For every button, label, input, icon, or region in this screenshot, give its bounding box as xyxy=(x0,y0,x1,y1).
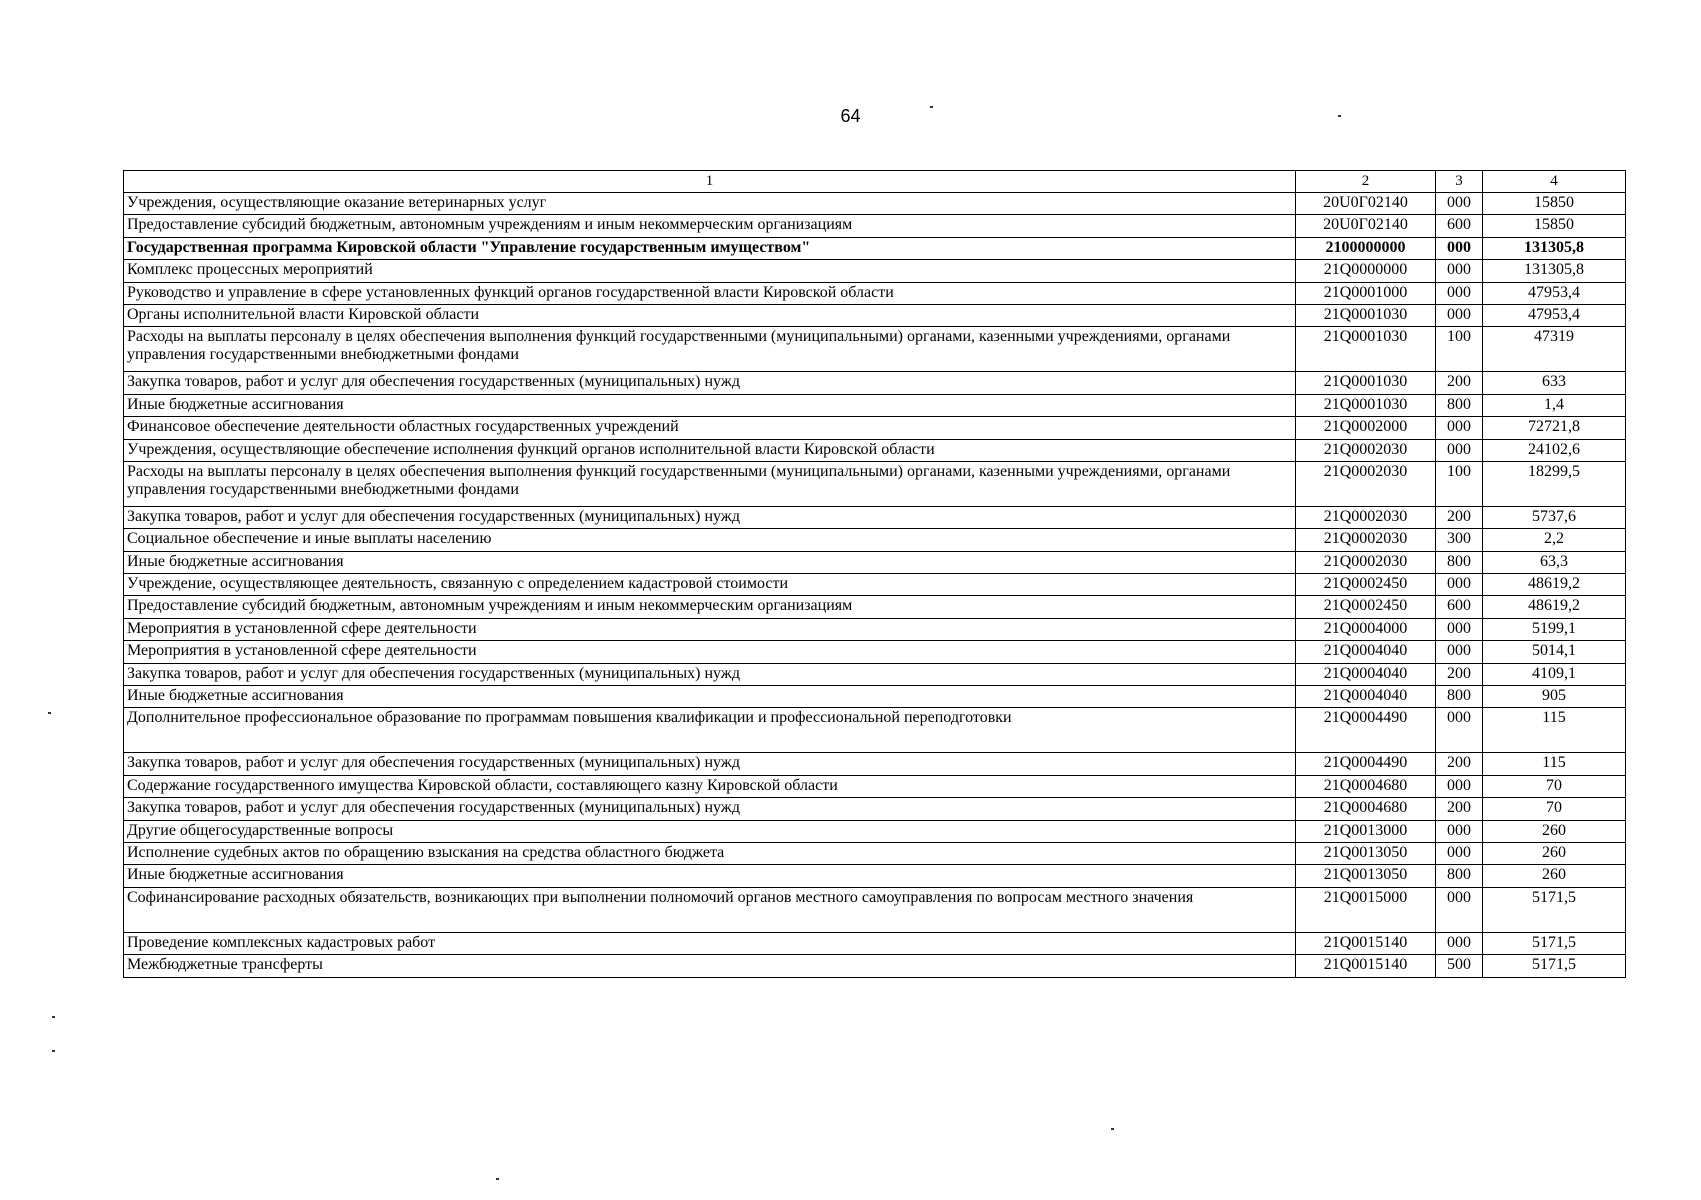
cell-name: Другие общегосударственные вопросы xyxy=(124,820,1296,842)
cell-name: Предоставление субсидий бюджетным, автономным учреждениям и иным некоммерческим организациям xyxy=(124,596,1296,618)
table-row xyxy=(124,193,1626,215)
cell-name: Иные бюджетные ассигнования xyxy=(124,865,1296,887)
cell-type: 800 xyxy=(1436,551,1483,573)
scan-speck xyxy=(1338,115,1341,117)
cell-name: Финансовое обеспечение деятельности областных государственных учреждений xyxy=(124,417,1296,439)
cell-code: 21Q0001030 xyxy=(1296,394,1436,416)
cell-type: 000 xyxy=(1436,193,1483,215)
cell-code: 21Q0000000 xyxy=(1296,260,1436,282)
table-row xyxy=(124,955,1626,977)
cell-sum: 5199,1 xyxy=(1483,618,1626,640)
cell-type: 500 xyxy=(1436,955,1483,977)
cell-code: 20U0Г02140 xyxy=(1296,193,1436,215)
table-row xyxy=(124,686,1626,708)
cell-name: Расходы на выплаты персоналу в целях обеспечения выполнения функций государственными (муниципальными) органами, казенными учреждениями, органами управления государственными внебюджетными фондами xyxy=(124,461,1296,506)
cell-code: 21Q0013050 xyxy=(1296,842,1436,864)
column-header-name: 1 xyxy=(124,171,1296,193)
cell-code: 21Q0002000 xyxy=(1296,417,1436,439)
cell-type: 000 xyxy=(1436,618,1483,640)
table-row xyxy=(124,775,1626,797)
cell-sum: 47319 xyxy=(1483,327,1626,372)
cell-type: 200 xyxy=(1436,753,1483,775)
cell-code: 21Q0002030 xyxy=(1296,529,1436,551)
cell-sum: 15850 xyxy=(1483,215,1626,237)
cell-code: 21Q0004040 xyxy=(1296,686,1436,708)
cell-name: Комплекс процессных мероприятий xyxy=(124,260,1296,282)
cell-code: 21Q0004680 xyxy=(1296,775,1436,797)
table-row xyxy=(124,663,1626,685)
cell-code: 21Q0002450 xyxy=(1296,574,1436,596)
cell-type: 100 xyxy=(1436,461,1483,506)
cell-type: 000 xyxy=(1436,417,1483,439)
cell-sum: 47953,4 xyxy=(1483,282,1626,304)
table-row xyxy=(124,820,1626,842)
cell-code: 21Q0001030 xyxy=(1296,372,1436,394)
table-row xyxy=(124,551,1626,573)
cell-name: Учреждения, осуществляющие оказание ветеринарных услуг xyxy=(124,193,1296,215)
cell-type: 000 xyxy=(1436,887,1483,932)
cell-name: Социальное обеспечение и иные выплаты населению xyxy=(124,529,1296,551)
cell-sum: 15850 xyxy=(1483,193,1626,215)
table-row xyxy=(124,372,1626,394)
cell-code: 21Q0013000 xyxy=(1296,820,1436,842)
cell-name: Софинансирование расходных обязательств, возникающих при выполнении полномочий органов местного самоуправления по вопросам местного значения xyxy=(124,887,1296,932)
table-header-row xyxy=(124,171,1626,193)
cell-name: Закупка товаров, работ и услуг для обеспечения государственных (муниципальных) нужд xyxy=(124,753,1296,775)
cell-code: 21Q0001000 xyxy=(1296,282,1436,304)
cell-sum: 5737,6 xyxy=(1483,506,1626,528)
cell-name: Проведение комплексных кадастровых работ xyxy=(124,932,1296,954)
cell-name: Исполнение судебных актов по обращению взыскания на средства областного бюджета xyxy=(124,842,1296,864)
cell-sum: 260 xyxy=(1483,842,1626,864)
cell-type: 800 xyxy=(1436,865,1483,887)
table-row xyxy=(124,574,1626,596)
table-row xyxy=(124,529,1626,551)
cell-sum: 48619,2 xyxy=(1483,574,1626,596)
table-row xyxy=(124,753,1626,775)
cell-type: 000 xyxy=(1436,439,1483,461)
cell-code: 21Q0002450 xyxy=(1296,596,1436,618)
cell-code: 21Q0001030 xyxy=(1296,304,1436,326)
cell-type: 600 xyxy=(1436,215,1483,237)
cell-sum: 131305,8 xyxy=(1483,260,1626,282)
cell-type: 000 xyxy=(1436,574,1483,596)
cell-type: 100 xyxy=(1436,327,1483,372)
cell-type: 200 xyxy=(1436,663,1483,685)
cell-type: 200 xyxy=(1436,372,1483,394)
cell-code: 21Q0004040 xyxy=(1296,663,1436,685)
cell-code: 21Q0004490 xyxy=(1296,753,1436,775)
cell-type: 800 xyxy=(1436,394,1483,416)
cell-name: Иные бюджетные ассигнования xyxy=(124,686,1296,708)
cell-code: 21Q0004040 xyxy=(1296,641,1436,663)
table-row xyxy=(124,394,1626,416)
cell-name: Органы исполнительной власти Кировской области xyxy=(124,304,1296,326)
cell-name: Учреждения, осуществляющие обеспечение исполнения функций органов исполнительной власти Кировской области xyxy=(124,439,1296,461)
column-header-code: 2 xyxy=(1296,171,1436,193)
column-header-sum: 4 xyxy=(1483,171,1626,193)
cell-code: 21Q0004680 xyxy=(1296,798,1436,820)
table-row xyxy=(124,506,1626,528)
cell-sum: 47953,4 xyxy=(1483,304,1626,326)
scan-speck xyxy=(496,1178,499,1180)
cell-sum: 633 xyxy=(1483,372,1626,394)
scan-speck xyxy=(48,712,51,714)
cell-name: Мероприятия в установленной сфере деятельности xyxy=(124,641,1296,663)
cell-type: 000 xyxy=(1436,282,1483,304)
cell-sum: 48619,2 xyxy=(1483,596,1626,618)
cell-name: Государственная программа Кировской области "Управление государственным имуществом" xyxy=(124,237,1296,259)
cell-sum: 2,2 xyxy=(1483,529,1626,551)
cell-type: 600 xyxy=(1436,596,1483,618)
cell-name: Предоставление субсидий бюджетным, автономным учреждениям и иным некоммерческим организациям xyxy=(124,215,1296,237)
cell-sum: 4109,1 xyxy=(1483,663,1626,685)
cell-code: 21Q0002030 xyxy=(1296,439,1436,461)
cell-code: 21Q0004490 xyxy=(1296,708,1436,753)
table-row xyxy=(124,618,1626,640)
cell-sum: 115 xyxy=(1483,708,1626,753)
cell-code: 20U0Г02140 xyxy=(1296,215,1436,237)
cell-name: Закупка товаров, работ и услуг для обеспечения государственных (муниципальных) нужд xyxy=(124,798,1296,820)
table-body xyxy=(124,193,1626,978)
cell-code: 2100000000 xyxy=(1296,237,1436,259)
cell-sum: 70 xyxy=(1483,775,1626,797)
cell-sum: 70 xyxy=(1483,798,1626,820)
cell-sum: 5014,1 xyxy=(1483,641,1626,663)
table-row xyxy=(124,865,1626,887)
cell-code: 21Q0001030 xyxy=(1296,327,1436,372)
table-row xyxy=(124,215,1626,237)
cell-sum: 63,3 xyxy=(1483,551,1626,573)
table-row xyxy=(124,708,1626,753)
table-row xyxy=(124,260,1626,282)
scan-speck xyxy=(1111,1128,1114,1130)
column-header-type: 3 xyxy=(1436,171,1483,193)
cell-type: 200 xyxy=(1436,798,1483,820)
table-row xyxy=(124,282,1626,304)
cell-sum: 18299,5 xyxy=(1483,461,1626,506)
cell-code: 21Q0015000 xyxy=(1296,887,1436,932)
cell-name: Межбюджетные трансферты xyxy=(124,955,1296,977)
cell-type: 000 xyxy=(1436,237,1483,259)
table-row xyxy=(124,439,1626,461)
cell-name: Иные бюджетные ассигнования xyxy=(124,394,1296,416)
cell-name: Закупка товаров, работ и услуг для обеспечения государственных (муниципальных) нужд xyxy=(124,506,1296,528)
cell-type: 000 xyxy=(1436,842,1483,864)
cell-name: Расходы на выплаты персоналу в целях обеспечения выполнения функций государственными (муниципальными) органами, казенными учреждениями, органами управления государственными внебюджетными фондами xyxy=(124,327,1296,372)
table-row xyxy=(124,304,1626,326)
cell-code: 21Q0002030 xyxy=(1296,461,1436,506)
cell-name: Руководство и управление в сфере установленных функций органов государственной власти Кировской области xyxy=(124,282,1296,304)
cell-code: 21Q0015140 xyxy=(1296,932,1436,954)
cell-name: Закупка товаров, работ и услуг для обеспечения государственных (муниципальных) нужд xyxy=(124,663,1296,685)
cell-type: 200 xyxy=(1436,506,1483,528)
table-row xyxy=(124,932,1626,954)
cell-sum: 115 xyxy=(1483,753,1626,775)
cell-type: 800 xyxy=(1436,686,1483,708)
cell-type: 000 xyxy=(1436,708,1483,753)
table-row xyxy=(124,237,1626,259)
cell-sum: 72721,8 xyxy=(1483,417,1626,439)
table-row xyxy=(124,842,1626,864)
table-row xyxy=(124,461,1626,506)
cell-code: 21Q0002030 xyxy=(1296,506,1436,528)
cell-type: 300 xyxy=(1436,529,1483,551)
table-row xyxy=(124,798,1626,820)
table-row xyxy=(124,641,1626,663)
cell-code: 21Q0015140 xyxy=(1296,955,1436,977)
cell-name: Мероприятия в установленной сфере деятельности xyxy=(124,618,1296,640)
budget-table xyxy=(123,170,1626,978)
cell-sum: 1,4 xyxy=(1483,394,1626,416)
cell-name: Дополнительное профессиональное образование по программам повышения квалификации и профессиональной переподготовки xyxy=(124,708,1296,753)
cell-sum: 131305,8 xyxy=(1483,237,1626,259)
table-row xyxy=(124,417,1626,439)
cell-sum: 260 xyxy=(1483,820,1626,842)
cell-type: 000 xyxy=(1436,304,1483,326)
scan-speck xyxy=(52,1050,55,1052)
page-number: 64 xyxy=(840,106,861,126)
cell-code: 21Q0013050 xyxy=(1296,865,1436,887)
table-row xyxy=(124,596,1626,618)
scan-speck xyxy=(930,106,933,108)
cell-name: Иные бюджетные ассигнования xyxy=(124,551,1296,573)
cell-code: 21Q0002030 xyxy=(1296,551,1436,573)
cell-name: Закупка товаров, работ и услуг для обеспечения государственных (муниципальных) нужд xyxy=(124,372,1296,394)
cell-code: 21Q0004000 xyxy=(1296,618,1436,640)
cell-name: Учреждение, осуществляющее деятельность, связанную с определением кадастровой стоимости xyxy=(124,574,1296,596)
cell-name: Содержание государственного имущества Кировской области, составляющего казну Кировской области xyxy=(124,775,1296,797)
cell-sum: 5171,5 xyxy=(1483,887,1626,932)
table-row xyxy=(124,887,1626,932)
cell-sum: 24102,6 xyxy=(1483,439,1626,461)
cell-type: 000 xyxy=(1436,820,1483,842)
cell-type: 000 xyxy=(1436,260,1483,282)
cell-sum: 905 xyxy=(1483,686,1626,708)
cell-sum: 260 xyxy=(1483,865,1626,887)
cell-type: 000 xyxy=(1436,932,1483,954)
cell-sum: 5171,5 xyxy=(1483,955,1626,977)
cell-sum: 5171,5 xyxy=(1483,932,1626,954)
scan-speck xyxy=(52,1016,55,1018)
cell-type: 000 xyxy=(1436,641,1483,663)
table-row xyxy=(124,327,1626,372)
cell-type: 000 xyxy=(1436,775,1483,797)
